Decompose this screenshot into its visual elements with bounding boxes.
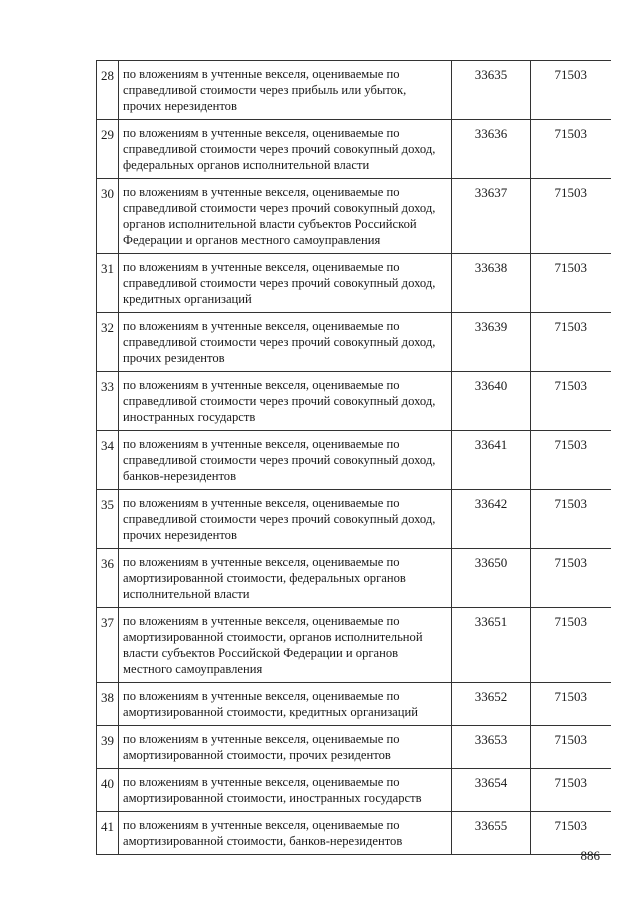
- table-row: [97, 372, 611, 431]
- table-row: [97, 61, 611, 120]
- page-number: 886: [580, 848, 600, 863]
- account-code: 33640: [452, 372, 531, 431]
- table-row: [97, 549, 611, 608]
- symbol-code: 71503: [531, 490, 611, 549]
- accounts-table-body: [97, 61, 611, 855]
- table-row: [97, 254, 611, 313]
- symbol-code: 71503: [531, 726, 611, 769]
- row-number: 37: [97, 608, 119, 683]
- account-code: 33652: [452, 683, 531, 726]
- row-number: 41: [97, 812, 119, 855]
- row-number: 28: [97, 61, 119, 120]
- account-code: 33654: [452, 769, 531, 812]
- row-description: по вложениям в учтенные векселя, оцениваемые по амортизированной стоимости, федеральных органов исполнительной власти: [119, 549, 452, 608]
- row-number: 40: [97, 769, 119, 812]
- row-number: 35: [97, 490, 119, 549]
- account-code: 33639: [452, 313, 531, 372]
- symbol-code: 71503: [531, 61, 611, 120]
- symbol-code: 71503: [531, 769, 611, 812]
- symbol-code: 71503: [531, 254, 611, 313]
- table-row: [97, 608, 611, 683]
- account-code: 33642: [452, 490, 531, 549]
- account-code: 33638: [452, 254, 531, 313]
- table-row: [97, 431, 611, 490]
- symbol-code: 71503: [531, 313, 611, 372]
- row-number: 36: [97, 549, 119, 608]
- account-code: 33636: [452, 120, 531, 179]
- row-description: по вложениям в учтенные векселя, оцениваемые по амортизированной стоимости, органов исполнительной власти субъектов Российской Федерации и органов местного самоуправления: [119, 608, 452, 683]
- row-description: по вложениям в учтенные векселя, оцениваемые по справедливой стоимости через прочий совокупный доход, прочих нерезидентов: [119, 490, 452, 549]
- row-number: 33: [97, 372, 119, 431]
- table-row: [97, 120, 611, 179]
- symbol-code: 71503: [531, 431, 611, 490]
- symbol-code: 71503: [531, 372, 611, 431]
- row-description: по вложениям в учтенные векселя, оцениваемые по справедливой стоимости через прочий совокупный доход, кредитных организаций: [119, 254, 452, 313]
- account-code: 33651: [452, 608, 531, 683]
- row-number: 39: [97, 726, 119, 769]
- row-number: 34: [97, 431, 119, 490]
- accounts-table: [96, 60, 611, 855]
- table-row: [97, 490, 611, 549]
- account-code: 33637: [452, 179, 531, 254]
- account-code: 33641: [452, 431, 531, 490]
- row-description: по вложениям в учтенные векселя, оцениваемые по справедливой стоимости через прочий совокупный доход, иностранных государств: [119, 372, 452, 431]
- row-description: по вложениям в учтенные векселя, оцениваемые по справедливой стоимости через прочий совокупный доход, прочих резидентов: [119, 313, 452, 372]
- row-description: по вложениям в учтенные векселя, оцениваемые по амортизированной стоимости, прочих резидентов: [119, 726, 452, 769]
- row-description: по вложениям в учтенные векселя, оцениваемые по справедливой стоимости через прочий совокупный доход, федеральных органов исполнительной власти: [119, 120, 452, 179]
- row-description: по вложениям в учтенные векселя, оцениваемые по справедливой стоимости через прибыль или убыток, прочих нерезидентов: [119, 61, 452, 120]
- account-code: 33650: [452, 549, 531, 608]
- row-number: 29: [97, 120, 119, 179]
- symbol-code: 71503: [531, 120, 611, 179]
- table-row: [97, 812, 611, 855]
- row-description: по вложениям в учтенные векселя, оцениваемые по справедливой стоимости через прочий совокупный доход, банков-нерезидентов: [119, 431, 452, 490]
- table-row: [97, 683, 611, 726]
- symbol-code: 71503: [531, 683, 611, 726]
- row-number: 31: [97, 254, 119, 313]
- symbol-code: 71503: [531, 549, 611, 608]
- row-number: 30: [97, 179, 119, 254]
- table-row: [97, 179, 611, 254]
- row-description: по вложениям в учтенные векселя, оцениваемые по амортизированной стоимости, кредитных организаций: [119, 683, 452, 726]
- account-code: 33635: [452, 61, 531, 120]
- row-description: по вложениям в учтенные векселя, оцениваемые по справедливой стоимости через прочий совокупный доход, органов исполнительной власти субъектов Российской Федерации и органов местного самоуправления: [119, 179, 452, 254]
- account-code: 33655: [452, 812, 531, 855]
- table-row: [97, 313, 611, 372]
- row-number: 32: [97, 313, 119, 372]
- table-row: [97, 769, 611, 812]
- row-number: 38: [97, 683, 119, 726]
- account-code: 33653: [452, 726, 531, 769]
- row-description: по вложениям в учтенные векселя, оцениваемые по амортизированной стоимости, иностранных государств: [119, 769, 452, 812]
- symbol-code: 71503: [531, 179, 611, 254]
- table-row: [97, 726, 611, 769]
- symbol-code: 71503: [531, 608, 611, 683]
- row-description: по вложениям в учтенные векселя, оцениваемые по амортизированной стоимости, банков-нерезидентов: [119, 812, 452, 855]
- symbol-code: 71503: [531, 812, 611, 855]
